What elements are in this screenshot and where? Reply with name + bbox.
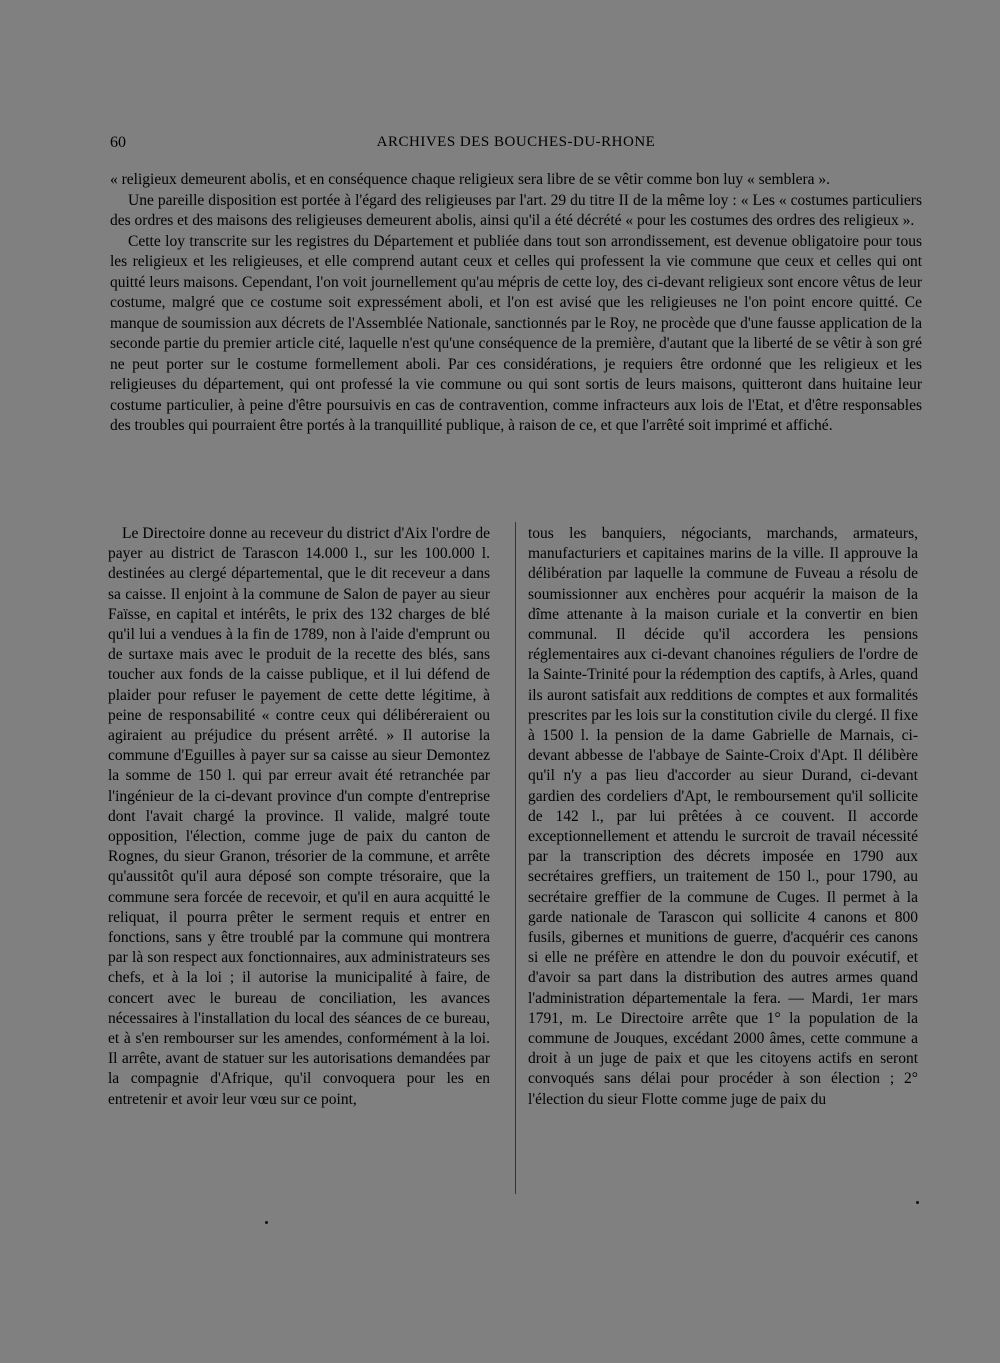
left-column-paragraph: Le Directoire donne au receveur du district d'Aix l'ordre de payer au district de Tarascon 14.000 l., sur les 100.000 l. destinées au clergé départemental, que le dit receveur a dans sa caisse. Il enjoint à la commune de Salon de payer au sieur Faïsse, en capital et intérêts, le prix des 132 charges de blé qu'il lui a vendues à la fin de 1789, non à l'aide d'emprunt ou de surtaxe mais avec le produit de la recette des blés, sans toucher aux fonds de la caisse publique, et il lui défend de plaider pour refuser le payement de cette dette légitime, à peine de responsabilité « contre ceux qui délibéreraient ou agiraient au préjudice du présent arrêté. » Il autorise la commune d'Eguilles à payer sur sa caisse au sieur Demontez la somme de 150 l. qui par erreur avait été retranchée par l'ingénieur de la ci-devant province d'un compte d'entreprise dont l'avait chargé la province. Il valide, malgré toute opposition, l'élection, comme juge de paix du canton de Rognes, du sieur Granon, trésorier de la commune, et arrête qu'aussitôt qu'il aura déposé son compte trésoraire, que la commune sera forcée de recevoir, et qu'il en aura acquitté le reliquat, il pourra prêter le serment requis et entrer en fonctions, sans y être troublé par la commune qui montrera par là son respect aux fonctionnaires, aux administrateurs ses chefs, et à la loi ; il autorise la municipalité à faire, de concert avec le bureau de conciliation, les avances nécessaires à l'installation du local des séances de ce bureau, et à s'en rembourser sur les amendes, conformément à la loi. Il arrête, avant de statuer sur les autorisations demandées par la compagnie d'Afrique, qu'il convoquera pour les en entretenir et avoir leur vœu sur ce point, <box>108 525 490 1108</box>
intro-paragraph: Une pareille disposition est portée à l'égard des religieuses par l'art. 29 du titre II de la même loy : « Les « costumes particuliers des ordres et des maisons des religieuses demeurent abolis, ainsi qu'il a été décrété « pour les costumes des ordres des religieux ». <box>110 191 922 229</box>
print-speck <box>265 1221 268 1224</box>
page-header <box>110 134 922 156</box>
running-title: ARCHIVES DES BOUCHES-DU-RHONE <box>376 134 656 150</box>
column-divider <box>515 522 516 1194</box>
intro-paragraph: Cette loy transcrite sur les registres du Département et publiée dans tout son arrondissement, est devenue obligatoire pour tous les religieux et les religieuses, et elle comprend autant ceux et celles qui professent la vie commune que ceux et celles qui ont quitté leurs maisons. Cependant, l'on voit journellement qu'au mépris de cette loy, des ci-devant religieux sont encore vêtus de leur costume, malgré que ce costume soit expressément aboli, et l'on est avisé que les religieuses ne l'on point encore quitté. Ce manque de soumission aux décrets de l'Assemblée Nationale, sanctionnés par le Roy, ne procède que d'une fausse application de la seconde partie du premier article cité, laquelle n'est qu'une conséquence de la première, d'autant que la liberté de se vêtir à son gré ne peut porter sur le costume formellement aboli. Par ces considérations, je requiers être ordonné que les religieux et les religieuses du département, qui ont professé la vie commune ou qui sont sortis de leurs maisons, quitteront dans huitaine leur costume particulier, à peine d'être poursuivis en cas de contravention, comme infracteurs aux lois de l'Etat, et d'être responsables des troubles qui pourraient être portés à la tranquillité publique, à raison de ce, et que l'arrêté soit imprimé et affiché. <box>110 232 922 434</box>
right-column-paragraph: tous les banquiers, négociants, marchands, armateurs, manufacturiers et capitaines marins de la ville. Il approuve la délibération par laquelle la commune de Fuveau a résolu de soumissionner aux enchères pour acquérir la maison de la dîme attenante à la maison curiale et la convertir en bien communal. Il décide qu'il accordera les pensions réglementaires aux ci-devant chanoines réguliers de l'ordre de la Sainte-Trinité pour la rédemption des captifs, à Arles, quand ils auront satisfait aux redditions de comptes et aux formalités prescrites par les lois sur la constitution civile du clergé. Il fixe à 1500 l. la pension de la dame Gabrielle de Marnais, ci-devant abbesse de l'abbaye de Sainte-Croix d'Apt. Il délibère qu'il n'y a pas lieu d'accorder au sieur Durand, ci-devant gardien des cordeliers d'Apt, le remboursement qu'il sollicite de 142 l., par lui prêtées à ce couvent. Il accorde exceptionnellement et attendu le surcroit de travail nécessité par la transcription des décrets imposée en 1790 aux secrétaires greffiers, un traitement de 150 l., pour 1790, au secrétaire greffier de la commune de Cuges. Il permet à la garde nationale de Tarascon qui sollicite 4 canons et 800 fusils, gibernes et munitions de guerre, d'acquérir ces canons si elle ne préfère en attendre le don du pouvoir exécutif, et d'avoir sa part dans la distribution des autres armes quand l'administration départementale la fera. — Mardi, 1er mars 1791, m. Le Directoire arrête que 1° la population de la commune de Jouques, excédant 2000 âmes, cette commune a droit à un juge de paix et que les citoyens actifs en seront convoqués sans délai pour procéder à son élection ; 2° l'élection du sieur Flotte comme juge de paix du <box>528 525 918 1108</box>
right-column <box>528 524 918 1110</box>
intro-text <box>110 170 922 437</box>
page-number: 60 <box>110 134 126 151</box>
intro-paragraph: « religieux demeurent abolis, et en conséquence chaque religieux sera libre de se vêtir comme bon luy « semblera ». <box>110 171 831 188</box>
print-speck <box>916 1201 919 1204</box>
left-column <box>108 524 490 1110</box>
